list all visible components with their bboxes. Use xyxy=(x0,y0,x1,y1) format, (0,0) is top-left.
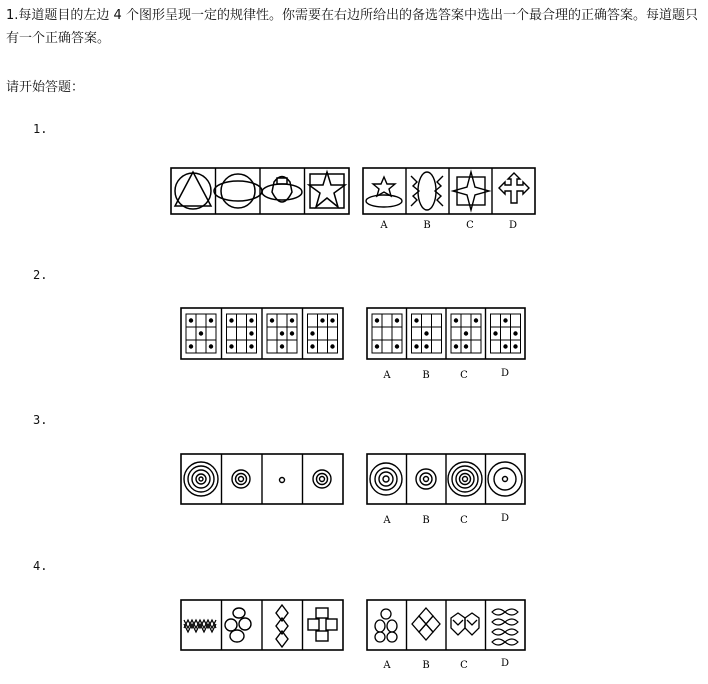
grid-dot xyxy=(280,331,284,335)
grid-dot xyxy=(189,344,193,348)
grid-dot xyxy=(474,318,478,322)
option-label: B xyxy=(423,220,431,231)
option-label: B xyxy=(422,515,430,526)
grid-dot xyxy=(310,344,314,348)
grid-dot xyxy=(229,344,233,348)
question-3-number: 3. xyxy=(33,413,48,427)
grid-dot xyxy=(189,318,193,322)
question-3-option-labels xyxy=(382,513,509,526)
option-label: B xyxy=(422,370,430,381)
grid-dot xyxy=(199,331,203,335)
option-label: A xyxy=(383,515,391,526)
question-4-figure xyxy=(181,600,527,672)
grid-dot xyxy=(503,344,507,348)
question-3-figure xyxy=(181,454,527,528)
grid-dot xyxy=(414,318,418,322)
grid-dot xyxy=(493,331,497,335)
question-4-stem xyxy=(181,600,343,650)
option-label: D xyxy=(500,368,510,379)
grid-dot xyxy=(424,344,428,348)
grid-dot xyxy=(503,318,507,322)
option-label: D xyxy=(508,220,518,231)
option-label: A xyxy=(383,370,391,381)
grid-dot xyxy=(464,344,468,348)
option-label: A xyxy=(380,220,388,231)
grid-dot xyxy=(330,344,334,348)
grid-dot xyxy=(280,344,284,348)
option-label: C xyxy=(466,220,474,231)
question-3-options xyxy=(367,454,525,504)
grid-dot xyxy=(513,344,517,348)
grid-dot xyxy=(249,344,253,348)
grid-dot xyxy=(209,318,213,322)
question-2-number: 2. xyxy=(33,268,48,282)
option-label: C xyxy=(460,660,468,671)
option-label: A xyxy=(383,660,391,671)
start-prompt: 请开始答题： xyxy=(6,80,85,95)
option-label: D xyxy=(500,513,510,524)
option-label: B xyxy=(422,660,430,671)
grid-dot xyxy=(330,318,334,322)
grid-dot xyxy=(290,331,294,335)
question-4-number: 4. xyxy=(33,559,48,573)
grid-dot xyxy=(320,318,324,322)
option-label: C xyxy=(460,370,468,381)
grid-dot xyxy=(290,318,294,322)
question-2-option-labels xyxy=(382,368,509,381)
instructions-text: 1.每道题目的左边 4 个图形呈现一定的规律性。你需要在右边所给出的备选答案中选出一个最合理的正确答案。每道题只有一个正确答案。 xyxy=(6,8,698,46)
grid-dot xyxy=(249,331,253,335)
grid-dot xyxy=(395,344,399,348)
question-1-stem xyxy=(171,168,349,214)
question-1-number: 1. xyxy=(33,122,48,136)
grid-dot xyxy=(395,318,399,322)
grid-dot xyxy=(209,344,213,348)
grid-dot xyxy=(454,318,458,322)
grid-dot xyxy=(270,318,274,322)
question-1-figure xyxy=(171,168,541,234)
option-label: C xyxy=(460,515,468,526)
grid-dot xyxy=(310,331,314,335)
grid-dot xyxy=(424,331,428,335)
grid-dot xyxy=(464,331,468,335)
question-4-options xyxy=(367,600,525,650)
question-2-options xyxy=(367,308,525,359)
question-2-figure xyxy=(181,308,527,382)
grid-dot xyxy=(375,318,379,322)
question-4-option-labels xyxy=(382,658,509,671)
grid-dot xyxy=(454,344,458,348)
question-1-option-labels xyxy=(379,220,517,231)
grid-dot xyxy=(414,344,418,348)
question-1-options xyxy=(363,168,535,214)
question-2-stem xyxy=(181,308,343,359)
grid-dot xyxy=(229,318,233,322)
grid-dot xyxy=(513,331,517,335)
option-label: D xyxy=(500,658,510,669)
question-3-stem xyxy=(181,454,343,504)
grid-dot xyxy=(249,318,253,322)
grid-dot xyxy=(375,344,379,348)
